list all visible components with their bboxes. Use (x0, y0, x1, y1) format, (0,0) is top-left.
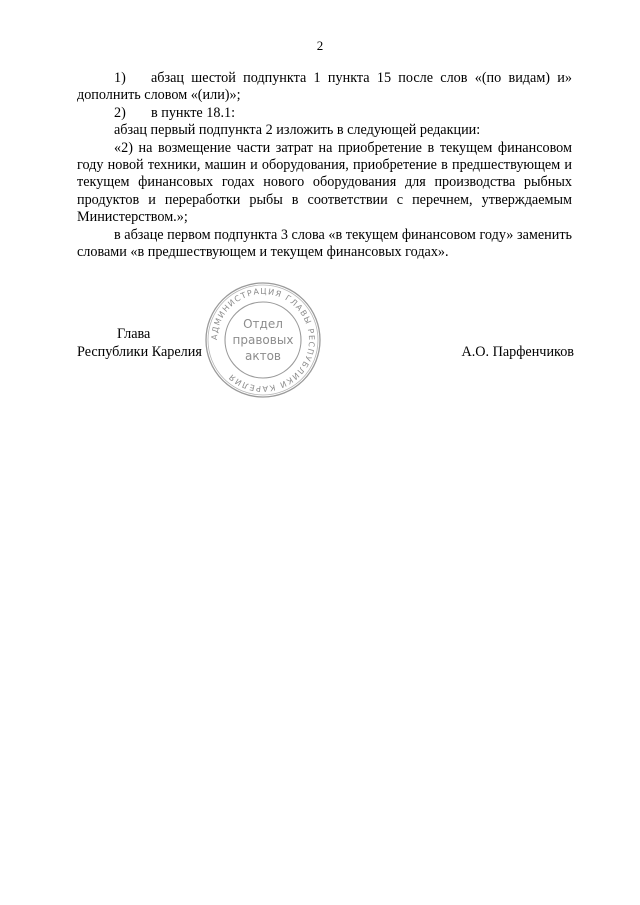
paragraph-item-2 (77, 105, 572, 122)
paragraph-replacement (77, 227, 572, 262)
stamp-line-2: правовых (232, 333, 294, 347)
official-stamp (204, 281, 322, 399)
stamp-ring-text: АДМИНИСТРАЦИЯ ГЛАВЫ РЕСПУБЛИКИ КАРЕЛИЯ (209, 286, 317, 394)
signature-block (77, 326, 574, 376)
stamp-line-1: Отдел (243, 317, 283, 331)
stamp-line-3: актов (244, 349, 282, 363)
item-number: 2) (114, 104, 126, 121)
signer-title: Глава (117, 326, 151, 342)
paragraph-text: абзац шестой подпункта 1 пункта 15 после слов «(по видам) и» дополнить словом «(или)»; (77, 70, 572, 104)
page-number: 2 (316, 38, 324, 53)
item-number: 1) (114, 70, 126, 86)
signer-name: А.О. Парфенчиков (461, 344, 574, 360)
document-body (77, 70, 572, 261)
paragraph-intro (77, 122, 572, 139)
signer-organization: Республики Карелия (77, 344, 202, 360)
paragraph-text: абзац первый подпункта 2 изложить в следующей редакции: (114, 122, 481, 139)
paragraph-text: в абзаце первом подпункта 3 слова «в текущем финансовом году» заменить словами «в предшествующем и текущем финансовых годах». (77, 226, 572, 261)
paragraph-quote (77, 140, 572, 227)
paragraph-item-1 (77, 70, 572, 105)
stamp-graphic (204, 281, 322, 399)
paragraph-text: «2) на возмещение части затрат на приобретение в текущем финансовом году новой техники, машин и оборудования, приобретение в предшествующем и текущем финансовых годах нового оборудования для производства рыбных продуктов и переработки рыбы в соответствии с перечнем, утверждаемым Министерством.»; (77, 139, 572, 226)
paragraph-text: в пункте 18.1: (151, 104, 236, 121)
